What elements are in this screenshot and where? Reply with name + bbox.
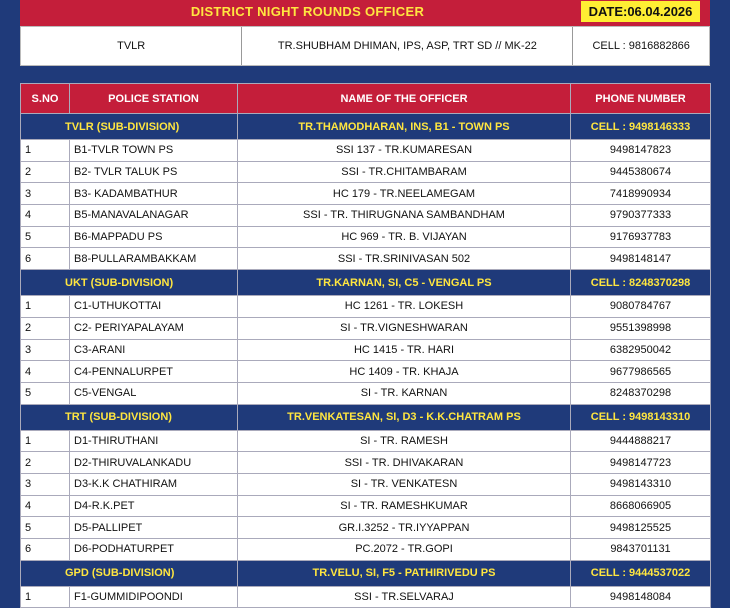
- column-header-officer: NAME OF THE OFFICER: [238, 84, 571, 114]
- row-officer: SSI - TR. THIRUGNANA SAMBANDHAM: [238, 205, 571, 227]
- row-officer: SSI 137 - TR.KUMARESAN: [238, 140, 571, 162]
- row-sno: 1: [21, 586, 70, 608]
- row-officer: SI - TR.VIGNESHWARAN: [238, 317, 571, 339]
- row-officer: HC 1409 - TR. KHAJA: [238, 361, 571, 383]
- row-officer: SI - TR. RAMESHKUMAR: [238, 495, 571, 517]
- row-phone: 9445380674: [571, 161, 711, 183]
- row-station: B6-MAPPADU PS: [70, 226, 238, 248]
- row-station: B1-TVLR TOWN PS: [70, 140, 238, 162]
- row-station: C1-UTHUKOTTAI: [70, 296, 238, 318]
- table-row: [21, 495, 711, 517]
- row-phone: 9498148084: [571, 586, 711, 608]
- row-sno: 1: [21, 296, 70, 318]
- row-officer: PC.2072 - TR.GOPI: [238, 539, 571, 561]
- row-sno: 1: [21, 140, 70, 162]
- subdivision-cell: CELL : 9498143310: [571, 404, 711, 430]
- subdivision-name: UKT (SUB-DIVISION): [21, 270, 238, 296]
- column-header-sno: S.NO: [21, 84, 70, 114]
- table-row: [21, 473, 711, 495]
- subdivision-cell: CELL : 9444537022: [571, 560, 711, 586]
- row-station: D6-PODHATURPET: [70, 539, 238, 561]
- subdivision-officer: TR.VELU, SI, F5 - PATHIRIVEDU PS: [238, 560, 571, 586]
- row-station: C3-ARANI: [70, 339, 238, 361]
- row-sno: 3: [21, 339, 70, 361]
- row-station: B2- TVLR TALUK PS: [70, 161, 238, 183]
- row-phone: 9790377333: [571, 205, 711, 227]
- district-name: TVLR: [21, 27, 242, 65]
- title-bar: [20, 0, 710, 26]
- page-title: DISTRICT NIGHT ROUNDS OFFICER: [190, 4, 425, 19]
- row-phone: 9444888217: [571, 430, 711, 452]
- subdivision-name: TVLR (SUB-DIVISION): [21, 114, 238, 140]
- duty-officer-cell: CELL : 9816882866: [592, 40, 690, 52]
- row-sno: 4: [21, 205, 70, 227]
- subdivision-officer: TR.KARNAN, SI, C5 - VENGAL PS: [238, 270, 571, 296]
- row-station: B3- KADAMBATHUR: [70, 183, 238, 205]
- row-station: F1-GUMMIDIPOONDI: [70, 586, 238, 608]
- subdivision-row: [21, 270, 711, 296]
- row-officer: HC 969 - TR. B. VIJAYAN: [238, 226, 571, 248]
- column-header-station: POLICE STATION: [70, 84, 238, 114]
- row-station: C5-VENGAL: [70, 382, 238, 404]
- table-row: [21, 452, 711, 474]
- table-row: [21, 183, 711, 205]
- row-officer: SSI - TR.SELVARAJ: [238, 586, 571, 608]
- row-sno: 2: [21, 161, 70, 183]
- table-row: [21, 586, 711, 608]
- table-row: [21, 339, 711, 361]
- subdivision-name: GPD (SUB-DIVISION): [21, 560, 238, 586]
- subdivision-row: [21, 560, 711, 586]
- row-station: D2-THIRUVALANKADU: [70, 452, 238, 474]
- subdivision-row: [21, 114, 711, 140]
- row-sno: 5: [21, 382, 70, 404]
- table-row: [21, 161, 711, 183]
- row-officer: SI - TR. KARNAN: [238, 382, 571, 404]
- row-sno: 3: [21, 473, 70, 495]
- duty-officer-row: [20, 26, 710, 66]
- subdivision-officer: TR.THAMODHARAN, INS, B1 - TOWN PS: [238, 114, 571, 140]
- table-row: [21, 140, 711, 162]
- row-phone: 9176937783: [571, 226, 711, 248]
- table-row: [21, 248, 711, 270]
- row-sno: 6: [21, 248, 70, 270]
- row-phone: 9080784767: [571, 296, 711, 318]
- duty-officer-name: TR.SHUBHAM DHIMAN, IPS, ASP, TRT SD // MK-22: [242, 27, 573, 65]
- row-sno: 1: [21, 430, 70, 452]
- row-station: C2- PERIYAPALAYAM: [70, 317, 238, 339]
- table-body: [21, 114, 711, 608]
- date-badge: DATE:06.04.2026: [581, 1, 700, 22]
- row-sno: 5: [21, 517, 70, 539]
- row-station: D3-K.K CHATHIRAM: [70, 473, 238, 495]
- row-phone: 6382950042: [571, 339, 711, 361]
- table-row: [21, 539, 711, 561]
- row-officer: SSI - TR. DHIVAKARAN: [238, 452, 571, 474]
- officer-table: [20, 83, 711, 608]
- row-officer: HC 179 - TR.NEELAMEGAM: [238, 183, 571, 205]
- row-phone: 9498125525: [571, 517, 711, 539]
- row-phone: 9498147723: [571, 452, 711, 474]
- row-sno: 2: [21, 452, 70, 474]
- row-station: C4-PENNALURPET: [70, 361, 238, 383]
- subdivision-cell: CELL : 9498146333: [571, 114, 711, 140]
- row-officer: SI - TR. VENKATESN: [238, 473, 571, 495]
- row-phone: 9498143310: [571, 473, 711, 495]
- row-phone: 9843701131: [571, 539, 711, 561]
- row-sno: 5: [21, 226, 70, 248]
- table-row: [21, 517, 711, 539]
- row-officer: SI - TR. RAMESH: [238, 430, 571, 452]
- row-officer: SSI - TR.SRINIVASAN 502: [238, 248, 571, 270]
- row-phone: 9498147823: [571, 140, 711, 162]
- table-row: [21, 205, 711, 227]
- row-phone: 8248370298: [571, 382, 711, 404]
- subdivision-officer: TR.VENKATESAN, SI, D3 - K.K.CHATRAM PS: [238, 404, 571, 430]
- table-row: [21, 226, 711, 248]
- row-sno: 4: [21, 361, 70, 383]
- row-officer: HC 1415 - TR. HARI: [238, 339, 571, 361]
- row-phone: 9498148147: [571, 248, 711, 270]
- row-phone: 8668066905: [571, 495, 711, 517]
- row-station: D4-R.K.PET: [70, 495, 238, 517]
- subdivision-name: TRT (SUB-DIVISION): [21, 404, 238, 430]
- row-officer: SSI - TR.CHITAMBARAM: [238, 161, 571, 183]
- row-station: D1-THIRUTHANI: [70, 430, 238, 452]
- table-row: [21, 430, 711, 452]
- row-sno: 2: [21, 317, 70, 339]
- row-officer: HC 1261 - TR. LOKESH: [238, 296, 571, 318]
- table-row: [21, 296, 711, 318]
- row-phone: 9551398998: [571, 317, 711, 339]
- table-row: [21, 382, 711, 404]
- subdivision-cell: CELL : 8248370298: [571, 270, 711, 296]
- row-sno: 3: [21, 183, 70, 205]
- row-station: D5-PALLIPET: [70, 517, 238, 539]
- table-row: [21, 361, 711, 383]
- table-row: [21, 317, 711, 339]
- row-phone: 7418990934: [571, 183, 711, 205]
- row-station: B8-PULLARAMBAKKAM: [70, 248, 238, 270]
- row-phone: 9677986565: [571, 361, 711, 383]
- row-sno: 6: [21, 539, 70, 561]
- row-station: B5-MANAVALANAGAR: [70, 205, 238, 227]
- subdivision-row: [21, 404, 711, 430]
- table-header-row: [21, 84, 711, 114]
- column-header-phone: PHONE NUMBER: [571, 84, 711, 114]
- row-officer: GR.I.3252 - TR.IYYAPPAN: [238, 517, 571, 539]
- row-sno: 4: [21, 495, 70, 517]
